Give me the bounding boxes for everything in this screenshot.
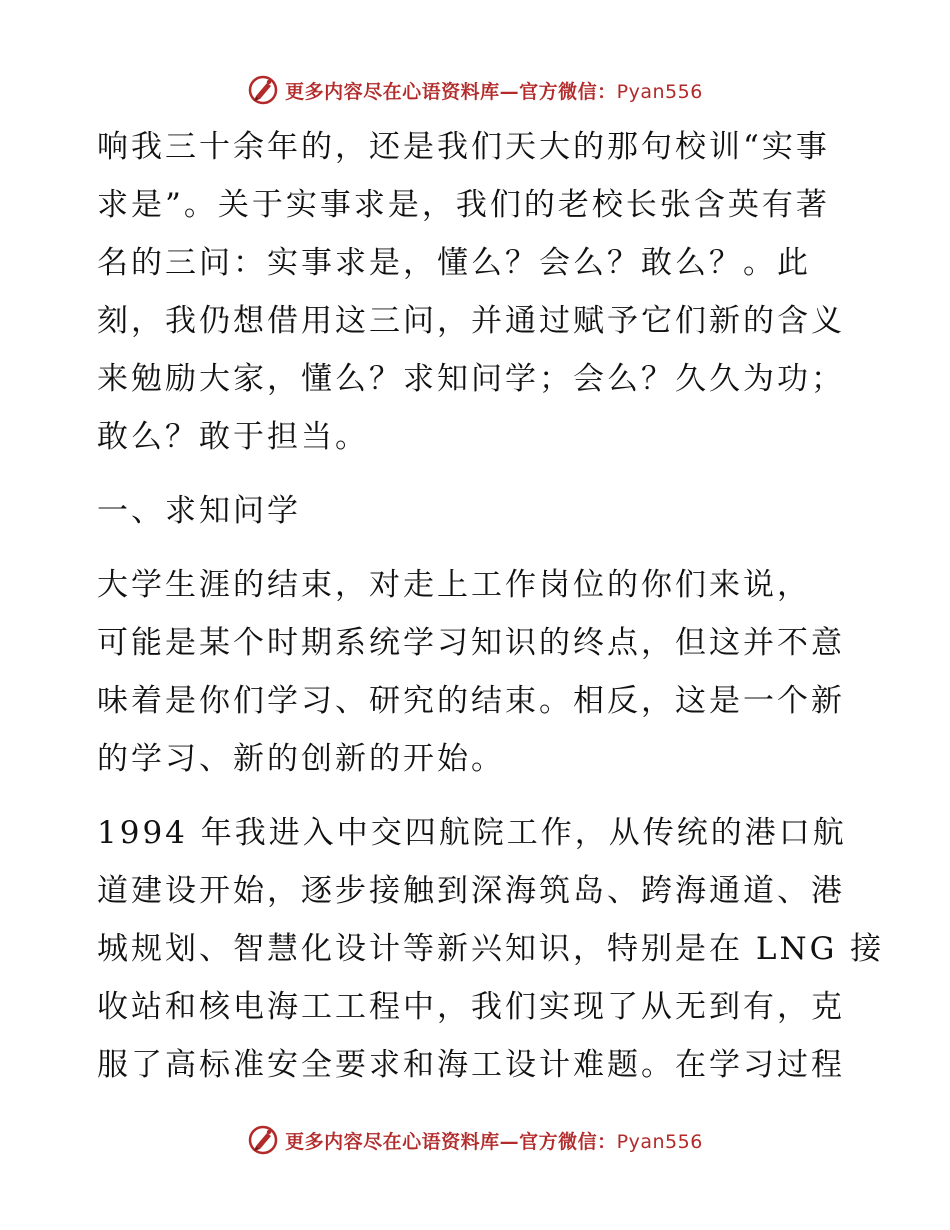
- paragraph-career: [97, 804, 885, 1094]
- text-line: 名的三问：实事求是，懂么？会么？敢么？。此: [97, 245, 811, 281]
- watermark-text: 更多内容尽在心语资料库—官方微信：Pyan556: [285, 80, 703, 103]
- text-line: 刻，我仍想借用这三问，并通过赋予它们新的含义: [97, 303, 845, 339]
- text-line: 道建设开始，逐步接触到深海筑岛、跨海通道、港: [97, 873, 845, 909]
- pen-logo-icon: [247, 1124, 279, 1156]
- text-line: 大学生涯的结束，对走上工作岗位的你们来说，: [97, 567, 811, 603]
- text-line: 服了高标准安全要求和海工设计难题。在学习过程: [97, 1047, 845, 1083]
- watermark-handle: Pyan556: [616, 1130, 703, 1153]
- header-watermark: [0, 70, 950, 110]
- text-line: 收站和核电海工工程中，我们实现了从无到有，克: [97, 989, 845, 1025]
- footer-watermark: [0, 1120, 950, 1160]
- watermark-handle: Pyan556: [616, 80, 703, 103]
- text-line: 城规划、智慧化设计等新兴知识，特别是在 LNG 接: [97, 931, 885, 967]
- section-heading: 一、求知问学: [97, 493, 301, 529]
- text-line: 响我三十余年的，还是我们天大的那句校训“实事: [97, 129, 830, 165]
- text-line: 敢么？敢于担当。: [97, 419, 369, 455]
- watermark-text: 更多内容尽在心语资料库—官方微信：Pyan556: [285, 1130, 703, 1153]
- text-line: 1994 年我进入中交四航院工作，从传统的港口航: [97, 815, 847, 851]
- paragraph-learning: [97, 556, 857, 788]
- document-body: [97, 118, 885, 1094]
- text-line: 来勉励大家，懂么？求知问学；会么？久久为功；: [97, 361, 845, 397]
- pen-logo-icon: [247, 74, 279, 106]
- text-line: 的学习、新的创新的开始。: [97, 741, 505, 777]
- paragraph-motto: [97, 118, 857, 466]
- text-line: 可能是某个时期系统学习知识的终点，但这并不意: [97, 625, 845, 661]
- text-line: 求是”。关于实事求是，我们的老校长张含英有著: [97, 187, 830, 223]
- text-line: 味着是你们学习、研究的结束。相反，这是一个新: [97, 683, 845, 719]
